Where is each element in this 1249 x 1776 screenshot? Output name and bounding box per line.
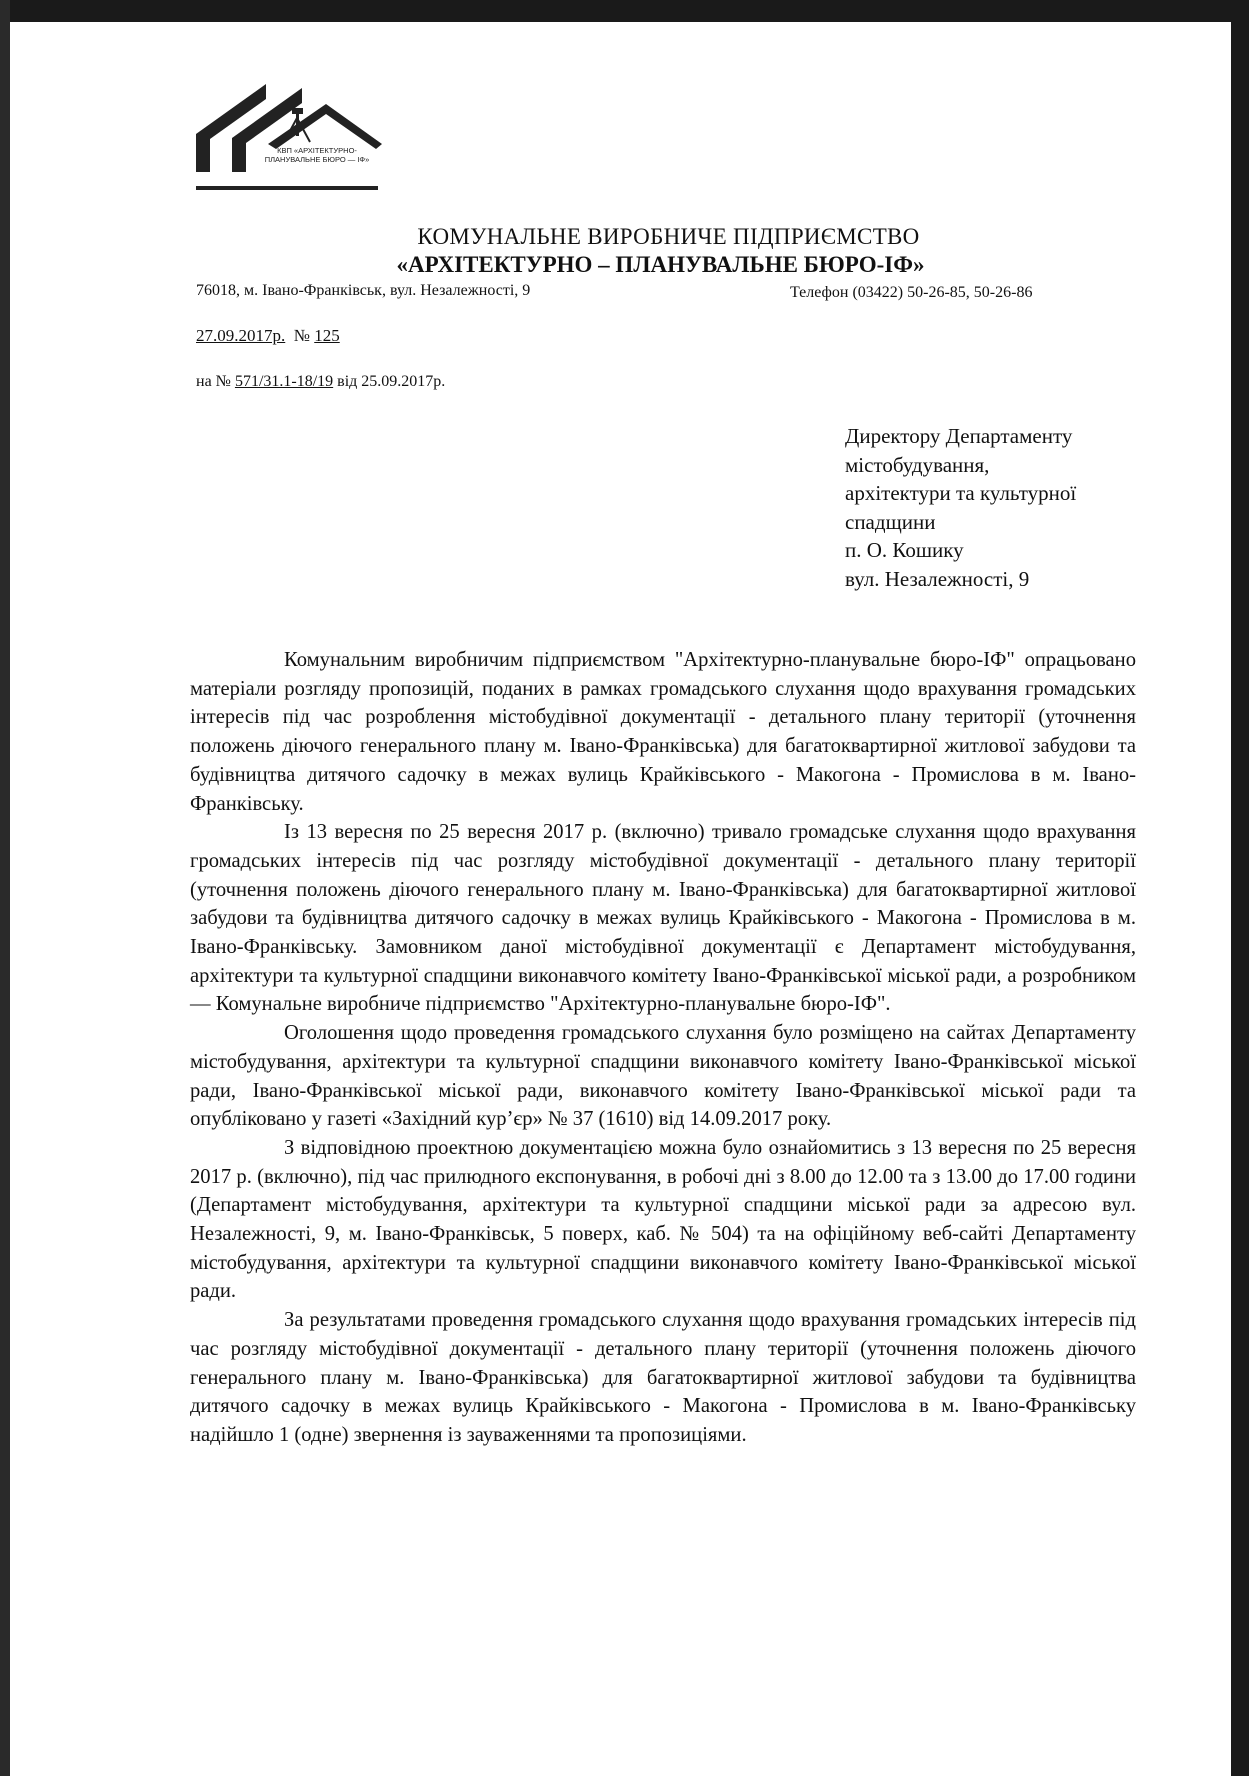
logo-caption: КВП «АРХІТЕКТУРНО-ПЛАНУВАЛЬНЕ БЮРО — ІФ»: [264, 146, 370, 164]
recipient-line: Директору Департаменту: [845, 424, 1073, 448]
recipient-line: вул. Незалежності, 9: [845, 566, 1030, 591]
reference-date: від 25.09.2017р.: [337, 373, 446, 390]
organization-address: 76018, м. Івано-Франківськ, вул. Незалежності, 9: [196, 282, 531, 299]
recipient-line: архітектури та культурної: [845, 481, 1077, 505]
recipient-line: містобудування,: [845, 452, 990, 477]
recipient-line: п. О. Кошику: [845, 538, 964, 562]
outgoing-number-value: 125: [314, 326, 340, 345]
organization-phone: Телефон (03422) 50-26-85, 50-26-86: [790, 284, 1033, 301]
body-paragraph: Із 13 вересня по 25 вересня 2017 р. (включно) тривало громадське слухання щодо врахування громадських інтересів під час розгляду містобудівної документації - детального плану території (уточнення положень діючого генерального плану м. Івано-Франківська) для багатоквартирної житлової забудови та будівництва дитячого садочку в межах вулиць Крайківського - Макогона - Промислова в м. Івано-Франківську. Замовником даної містобудівної документації є Департамент містобудування, архітектури та культурної спадщини виконавчого комітету Івано-Франківської міської ради, а розробником — Комунальне виробниче підприємство "Архітектурно-планувальне бюро-ІФ".: [190, 821, 1136, 1016]
body-paragraph: Оголошення щодо проведення громадського слухання було розміщено на сайтах Департаменту містобудування, архітектури та культурної спадщини виконавчого комітету Івано-Франківської міської ради, Івано-Франківської міської ради, виконавчого комітету Івано-Франківської міської ради та опубліковано у газеті «Західний кур’єр» № 37 (1610) від 14.09.2017 року.: [190, 1022, 1136, 1131]
organization-type: КОМУНАЛЬНЕ ВИРОБНИЧЕ ПІДПРИЄМСТВО: [417, 224, 920, 249]
outgoing-number: [196, 326, 340, 346]
reference-number-value: 571/31.1-18/19: [234, 373, 334, 390]
outgoing-date: 27.09.2017р.: [196, 326, 286, 345]
reference-prefix: на №: [196, 373, 231, 390]
recipient-line: спадщини: [845, 509, 936, 534]
number-sign: №: [293, 326, 310, 345]
company-logo: [196, 82, 382, 194]
body-paragraph: З відповідною проектною документацією можна було ознайомитись з 13 вересня по 25 вересня 2017 р. (включно), під час прилюдного експонування, в робочі дні з 8.00 до 12.00 та з 13.00 до 17.00 години (Департамент містобудування, архітектури та культурної спадщини міської ради за адресою вул. Незалежності, 9, м. Івано-Франківськ, 5 поверх, каб. № 504) та на офіційному веб-сайті Департаменту містобудування, архітектури та культурної спадщини виконавчого комітету Івано-Франківської міської ради.: [190, 1136, 1136, 1303]
reference-number: [196, 373, 445, 391]
body-paragraph: Комунальним виробничим підприємством "Архітектурно-планувальне бюро-ІФ" опрацьовано матеріали розгляду пропозицій, поданих в рамках громадського слухання щодо врахування громадських інтересів під час розроблення містобудівної документації - детального плану території (уточнення положень діючого генерального плану м. Івано-Франківська) для багатоквартирної житлової забудови та будівництва дитячого садочку в межах вулиць Крайківського - Макогона - Промислова в м. Івано-Франківську.: [190, 649, 1136, 815]
scan-border-top: [0, 0, 1249, 22]
recipient-block: [845, 422, 1076, 593]
organization-name: «АРХІТЕКТУРНО – ПЛАНУВАЛЬНЕ БЮРО-ІФ»: [396, 252, 925, 277]
letter-body: [190, 646, 1136, 1450]
body-paragraph: За результатами проведення громадського слухання щодо врахування громадських інтересів під час розгляду містобудівної документації - детального плану території (уточнення положень діючого генерального плану м. Івано-Франківська) для багатоквартирної житлової забудови та будівництва дитячого садочку в межах вулиць Крайківського - Макогона - Промислова в м. Івано-Франківську надійшло 1 (одне) звернення із зауваженнями та пропозиціями.: [190, 1309, 1136, 1446]
